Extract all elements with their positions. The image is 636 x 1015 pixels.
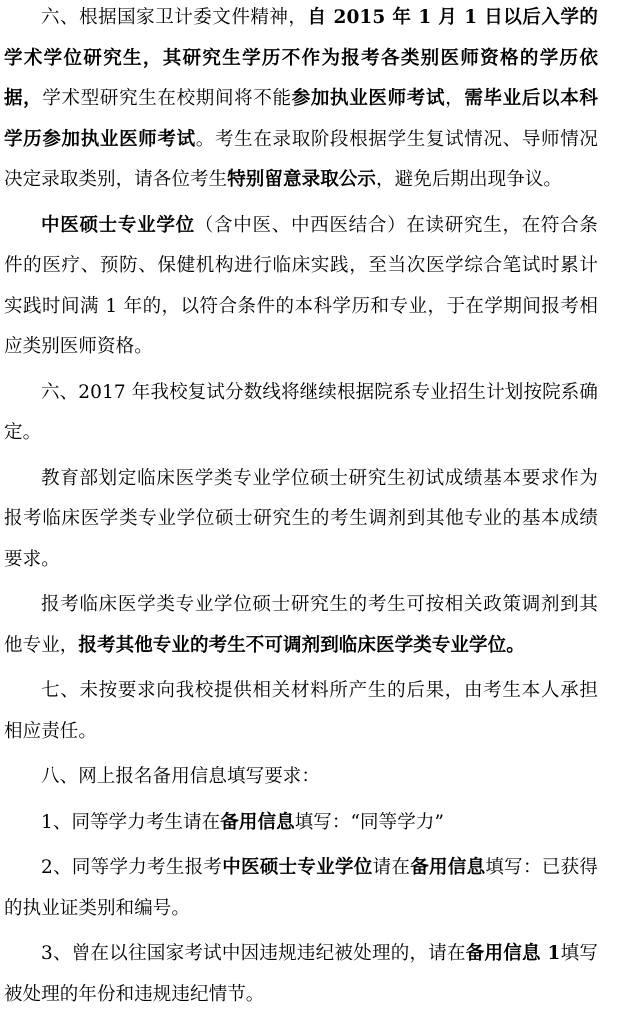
- bold-text-run: 备用信息 1: [465, 943, 561, 964]
- text-run: 请在: [372, 857, 411, 878]
- text-run: 3、曾在以往国家考试中因违规违纪被处理的，请在: [41, 943, 466, 964]
- text-run: ，: [445, 88, 465, 109]
- text-run: 填写：已获得的执业证类别和编号。: [4, 857, 598, 919]
- bold-text-run: 参加执业医师考试: [291, 88, 446, 109]
- text-run: 2、同等学力考生报考: [41, 857, 223, 878]
- text-run: （含中医、中西医结合）在读研究生，在符合条件的医疗、预防、保健机构进行临床实践，至当次医学综合笔试时累计实践时间满 1 年的，以符合条件的本科学历和专业，于在学期间报考相应类别医师资格。: [4, 214, 598, 357]
- paragraph-backup-info-item-1: [4, 803, 598, 844]
- bold-text-run: 自 2015 年 1 月 1 日以后入学的学术学位研究生，其研究生学历不作为报考各类别医师资格的学历依据，: [4, 7, 599, 109]
- text-run: 填写：“同等学力”: [294, 811, 445, 833]
- paragraph-backup-info-item-2: [4, 848, 598, 929]
- bold-text-run: 中医硕士专业学位: [222, 857, 373, 878]
- paragraph-adjustment-policy: [4, 585, 598, 666]
- paragraph-clinical-score-requirement: [4, 459, 598, 581]
- document-body: [4, 0, 598, 1015]
- text-run: 。考生在录取阶段根据学生复试情况、导师情况决定录取类别，请各位考生: [4, 128, 598, 190]
- bold-text-run: 特别留意录取公示: [227, 169, 377, 190]
- text-run: 1、同等学力考生请在: [41, 811, 221, 833]
- bold-text-run: 中医硕士专业学位: [41, 214, 195, 236]
- bold-text-run: 需毕业后以本科学历参加执业医师考试: [4, 88, 598, 150]
- bold-text-run: 备用信息: [220, 811, 295, 833]
- paragraph-responsibility: [4, 671, 598, 752]
- paragraph-medical-license-policy: [4, 0, 598, 201]
- bold-text-run: 备用信息: [410, 857, 486, 878]
- text-run: ，避免后期出现争议。: [376, 169, 563, 190]
- text-run: 六、2017 年我校复试分数线将继续根据院系专业招生计划按院系确定。: [4, 381, 598, 443]
- text-run: 六、根据国家卫计委文件精神，: [41, 7, 308, 28]
- paragraph-tcm-master-degree: [4, 206, 598, 368]
- paragraph-backup-info-item-3: [4, 934, 598, 1015]
- text-run: 八、网上报名备用信息填写要求：: [41, 766, 321, 787]
- paragraph-retest-score-line: [4, 373, 598, 454]
- text-run: 填写被处理的年份和违规违纪情节。: [4, 943, 598, 1005]
- bold-text-run: 报考其他专业的考生不可调剂到临床医学类专业学位。: [78, 634, 525, 656]
- text-run: 报考临床医学类专业学位硕士研究生的考生可按相关政策调剂到其他专业，: [4, 594, 598, 656]
- paragraph-backup-info-heading: [4, 757, 598, 798]
- text-run: 教育部划定临床医学类专业学位硕士研究生初试成绩基本要求作为报考临床医学类专业学位硕士研究生的考生调剂到其他专业的基本成绩要求。: [4, 467, 598, 570]
- text-run: 学术型研究生在校期间将不能: [42, 88, 292, 109]
- text-run: 七、未按要求向我校提供相关材料所产生的后果，由考生本人承担相应责任。: [4, 680, 598, 742]
